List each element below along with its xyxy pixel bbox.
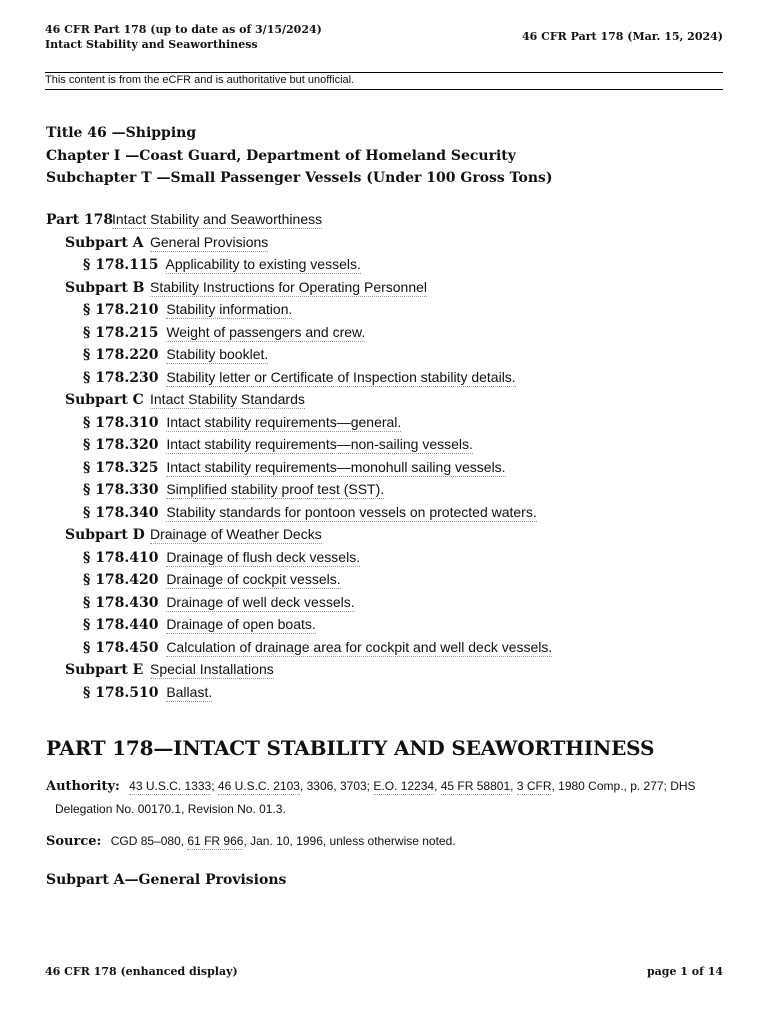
authority-link-usc-1333[interactable]: 43 U.S.C. 1333: [129, 779, 212, 793]
authority-citation: [46, 775, 726, 820]
toc-section-number: § 178.325: [83, 459, 159, 476]
source-citation: [46, 830, 456, 853]
toc-subpart-link[interactable]: Drainage of Weather Decks: [150, 526, 322, 542]
toc-subpart-number: Subpart C: [65, 392, 144, 408]
hierarchy-titles: [46, 122, 553, 190]
authority-text: , 1980 Comp., p. 277; DHS: [551, 779, 696, 793]
toc-part-row[interactable]: [46, 208, 552, 231]
table-of-contents: [46, 208, 552, 703]
toc-part-number: Part 178: [46, 212, 114, 228]
toc-section-link[interactable]: Stability information.: [166, 301, 293, 317]
toc-subpart-link[interactable]: General Provisions: [150, 233, 269, 250]
toc-section-number: § 178.440: [83, 617, 159, 633]
toc-section-row[interactable]: [46, 433, 552, 456]
toc-section-row[interactable]: [46, 253, 552, 276]
authority-link-3cfr[interactable]: 3 CFR: [516, 779, 552, 793]
toc-section-link[interactable]: Simplified stability proof test (SST).: [166, 481, 385, 497]
toc-subpart-row[interactable]: [46, 388, 552, 411]
source-link-61fr[interactable]: 61 FR 966: [187, 834, 244, 848]
subchapter-line: Subchapter T —Small Passenger Vessels (Under 100 Gross Tons): [46, 170, 553, 186]
toc-section-number: § 178.510: [83, 684, 159, 701]
toc-subpart-row[interactable]: [46, 523, 552, 546]
header-citation: 46 CFR Part 178 (up to date as of 3/15/2024): [45, 23, 322, 36]
authority-text: , 3306, 3703;: [299, 779, 374, 793]
authority-text: ;: [211, 779, 218, 793]
notice-rule: [45, 89, 723, 90]
toc-section-row[interactable]: [46, 501, 552, 524]
toc-subpart-link[interactable]: Intact Stability Standards: [150, 391, 305, 407]
toc-section-row[interactable]: [46, 613, 552, 636]
part-heading: PART 178—INTACT STABILITY AND SEAWORTHINESS: [46, 736, 655, 760]
toc-section-link[interactable]: Stability standards for pontoon vessels on protected waters.: [166, 503, 537, 520]
toc-section-number: § 178.115: [83, 257, 159, 273]
toc-subpart-row[interactable]: [46, 276, 552, 299]
toc-section-row[interactable]: [46, 411, 552, 434]
toc-section-row[interactable]: [46, 568, 552, 591]
toc-section-number: § 178.215: [83, 324, 159, 341]
toc-section-link[interactable]: Calculation of drainage area for cockpit and well deck vessels.: [166, 638, 553, 655]
toc-subpart-number: Subpart A: [65, 234, 144, 251]
toc-section-number: § 178.310: [83, 414, 159, 431]
toc-section-link[interactable]: Drainage of open boats.: [166, 616, 316, 632]
toc-subpart-number: Subpart B: [65, 279, 145, 296]
toc-section-number: § 178.410: [83, 549, 159, 566]
title-line: Title 46 —Shipping: [46, 125, 197, 141]
toc-section-link[interactable]: Drainage of flush deck vessels.: [166, 548, 361, 565]
toc-section-link[interactable]: Intact stability requirements—general.: [166, 413, 402, 430]
running-header: [45, 22, 322, 52]
ecfr-notice: This content is from the eCFR and is authoritative but unofficial.: [45, 74, 355, 86]
authority-link-eo-12234[interactable]: E.O. 12234: [373, 779, 435, 793]
toc-subpart-row[interactable]: [46, 658, 552, 681]
toc-subpart-row[interactable]: [46, 231, 552, 254]
toc-section-number: § 178.430: [83, 594, 159, 611]
toc-section-link[interactable]: Drainage of cockpit vessels.: [166, 571, 341, 587]
toc-section-link[interactable]: Ballast.: [166, 683, 213, 700]
authority-text: ,: [510, 779, 517, 793]
toc-section-number: § 178.330: [83, 482, 159, 498]
toc-section-number: § 178.210: [83, 302, 159, 318]
chapter-line: Chapter I —Coast Guard, Department of Homeland Security: [46, 147, 516, 164]
toc-subpart-number: Subpart E: [65, 662, 144, 678]
subpart-heading: Subpart A—General Provisions: [46, 872, 287, 888]
toc-section-row[interactable]: [46, 456, 552, 479]
toc-section-number: § 178.230: [83, 369, 159, 386]
header-part-title: Intact Stability and Seaworthiness: [45, 38, 258, 51]
toc-section-row[interactable]: [46, 681, 552, 704]
toc-section-link[interactable]: Weight of passengers and crew.: [166, 323, 366, 340]
toc-section-number: § 178.340: [83, 504, 159, 521]
toc-section-row[interactable]: [46, 636, 552, 659]
toc-subpart-link[interactable]: Special Installations: [150, 661, 274, 677]
toc-section-link[interactable]: Intact stability requirements—monohull sailing vessels.: [166, 458, 506, 475]
toc-section-row[interactable]: [46, 546, 552, 569]
toc-section-number: § 178.220: [83, 347, 159, 363]
top-rule: [45, 72, 723, 73]
source-text: CGD 85–080,: [110, 834, 188, 848]
authority-link-45fr[interactable]: 45 FR 58801: [440, 779, 511, 793]
authority-label: Authority:: [46, 779, 120, 794]
toc-section-row[interactable]: [46, 343, 552, 366]
authority-link-usc-2103[interactable]: 46 U.S.C. 2103: [217, 779, 300, 793]
toc-section-number: § 178.420: [83, 572, 159, 588]
footer-display-label: 46 CFR 178 (enhanced display): [45, 965, 238, 978]
toc-section-link[interactable]: Stability booklet.: [166, 346, 269, 362]
toc-section-row[interactable]: [46, 478, 552, 501]
toc-section-row[interactable]: [46, 366, 552, 389]
toc-section-number: § 178.320: [83, 437, 159, 453]
toc-section-row[interactable]: [46, 298, 552, 321]
source-label: Source:: [46, 834, 102, 849]
toc-subpart-link[interactable]: Stability Instructions for Operating Personnel: [150, 278, 428, 295]
toc-section-link[interactable]: Intact stability requirements—non-sailing vessels.: [166, 436, 473, 452]
toc-section-link[interactable]: Stability letter or Certificate of Inspection stability details.: [166, 368, 516, 385]
authority-text: ,: [434, 779, 441, 793]
toc-section-link[interactable]: Applicability to existing vessels.: [165, 256, 361, 272]
toc-section-link[interactable]: Drainage of well deck vessels.: [166, 593, 355, 610]
source-text: , Jan. 10, 1996, unless otherwise noted.: [243, 834, 456, 848]
authority-continuation: Delegation No. 00170.1, Revision No. 01.3.: [55, 802, 286, 816]
header-date-citation: 46 CFR Part 178 (Mar. 15, 2024): [521, 30, 723, 43]
toc-section-number: § 178.450: [83, 639, 159, 656]
toc-section-row[interactable]: [46, 321, 552, 344]
toc-part-link[interactable]: Intact Stability and Seaworthiness: [112, 211, 323, 227]
footer-page-number: page 1 of 14: [646, 965, 723, 978]
toc-section-row[interactable]: [46, 591, 552, 614]
toc-subpart-number: Subpart D: [65, 527, 145, 543]
